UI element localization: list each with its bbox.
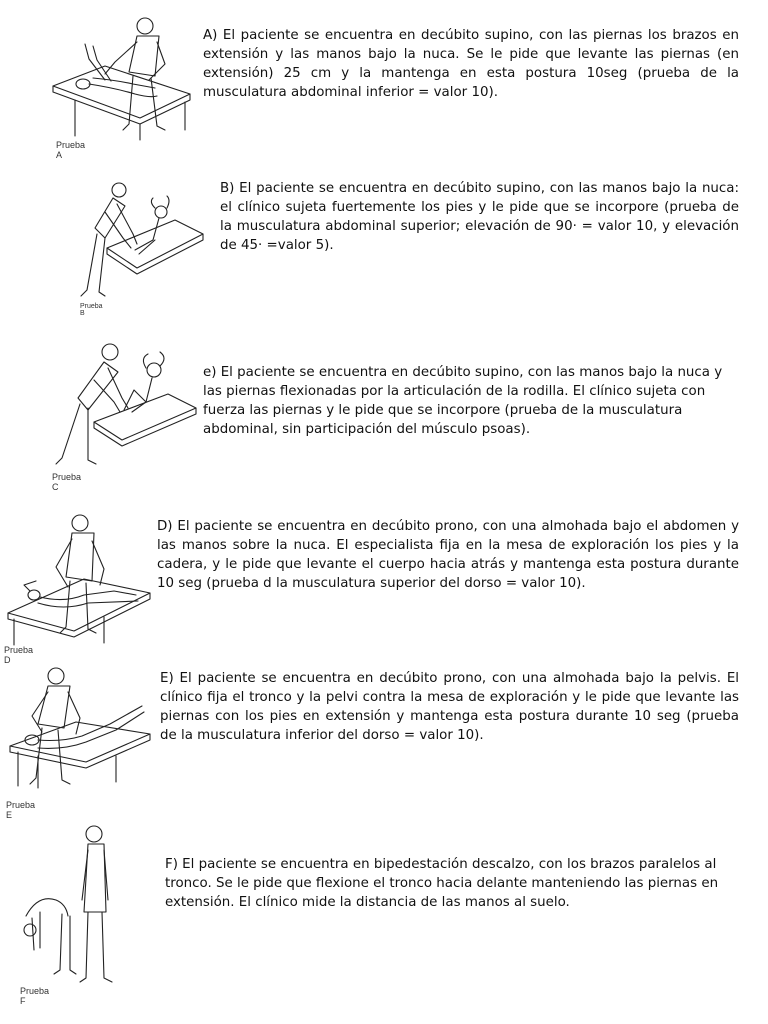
illustration-prueba-b (75, 178, 205, 306)
illustration-prueba-d (4, 507, 152, 647)
illustration-prueba-e (6, 662, 152, 796)
caption-prueba-e: Prueba E (6, 800, 36, 820)
paragraph-b: B) El paciente se encuentra en decúbito supino, con las manos bajo la nuca: el clínico sujeta fuertemente los pies y le pide que se incorpore (prueba de la musculatura abdominal superior; elevación de 90· = valor 10, y elevación de 45· =valor 5). (220, 181, 739, 253)
caption-prueba-c: Prueba C (52, 472, 82, 492)
illustration-prueba-c (48, 340, 198, 474)
paragraph-c: e) El paciente se encuentra en decúbito supino, con las manos bajo la nuca y las piernas flexionadas por la articulación de la rodilla. El clínico sujeta con fuerza las piernas y le pide que se incorpore (prueba de la musculatura abdominal, sin participación del músculo psoas). (203, 365, 723, 437)
caption-prueba-b: Prueba B (80, 303, 103, 317)
illustration-prueba-f (18, 820, 134, 988)
paragraph-a: A) El paciente se encuentra en decúbito supino, con las piernas los brazos en extensión y las manos bajo la nuca. Se le pide que levante las piernas (en extensión) 25 cm y la mantenga en esta postura 10seg (prueba de la musculatura abdominal inferior = valor 10). (203, 28, 739, 100)
caption-prueba-f: Prueba F (20, 986, 50, 1006)
caption-prueba-d: Prueba D (4, 645, 34, 665)
paragraph-d: D) El paciente se encuentra en decúbito prono, con una almohada bajo el abdomen y las manos sobre la nuca. El especialista fija en la mesa de exploración los pies y la cadera, y le pide que levante el cuerpo hacia atrás y mantenga esta postura durante 10 seg (prueba d la musculatura superior del dorso = valor 10). (157, 519, 739, 591)
paragraph-f: F) El paciente se encuentra en bipedestación descalzo, con los brazos paralelos al tronco. Se le pide que flexione el tronco hacia delante manteniendo las piernas en extensión. El clínico mide la distancia de las manos al suelo. (165, 857, 719, 910)
paragraph-e: E) El paciente se encuentra en decúbito prono, con una almohada bajo la pelvis. El clínico fija el tronco y la pelvi contra la mesa de exploración y le pide que levante las piernas con los pies en extensión y mantenga esta postura durante 10 seg (prueba de la musculatura inferior del dorso = valor 10). (160, 671, 739, 743)
illustration-prueba-a (45, 14, 195, 144)
caption-prueba-a: Prueba A (56, 140, 86, 160)
